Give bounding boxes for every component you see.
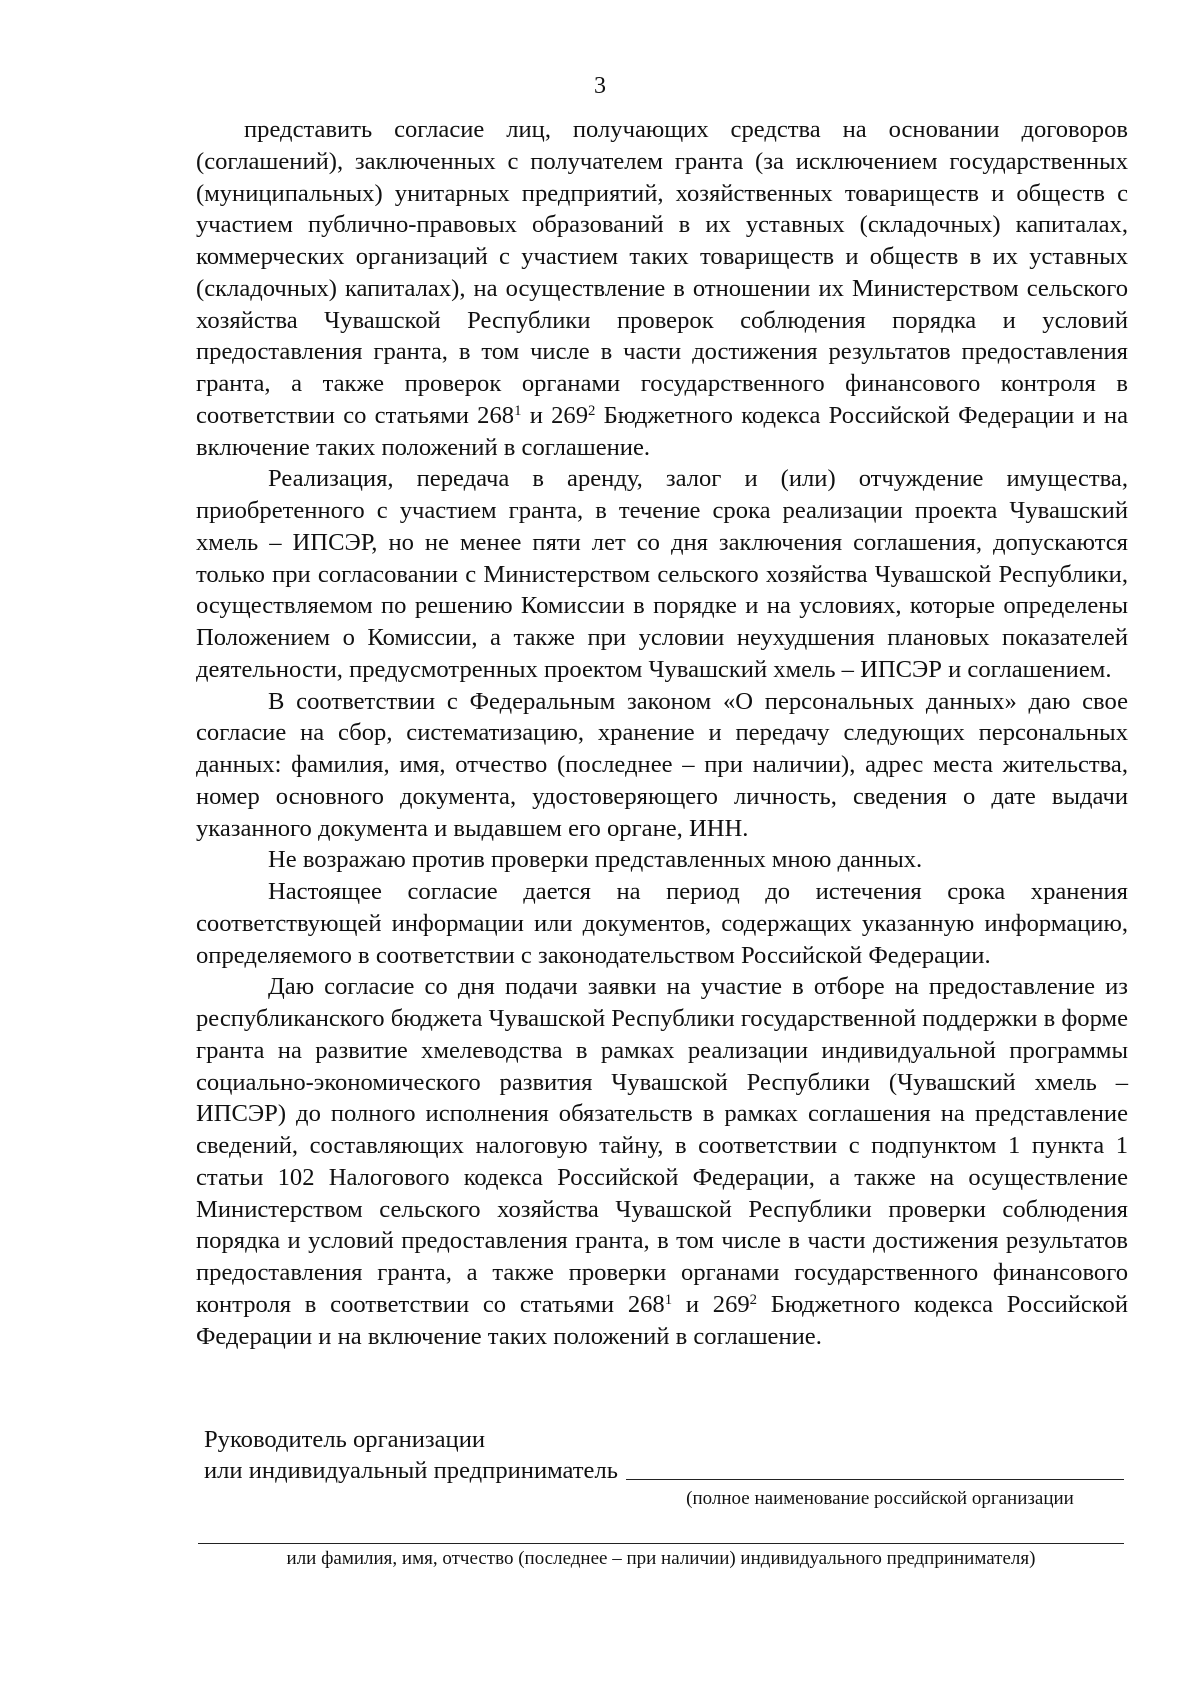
page-number: 3 bbox=[594, 73, 606, 99]
signature-full-line[interactable] bbox=[198, 1543, 1124, 1544]
document-body bbox=[196, 114, 1128, 1352]
superscript: 2 bbox=[588, 402, 596, 419]
paragraph-text: и 269 bbox=[672, 1290, 750, 1318]
signature-label-head: Руководитель организации bbox=[204, 1426, 486, 1453]
signature-caption-organization: (полное наименование российской организации bbox=[686, 1488, 1074, 1509]
paragraph-text: и 269 bbox=[521, 401, 589, 429]
paragraph-property-restrictions: Реализация, передача в аренду, залог и (или) отчуждение имущества, приобретенного с участием гранта, в течение срока реализации проекта Чувашский хмель – ИПСЭР, но не менее пяти лет со дня заключения соглашения, допускаются только при согласовании с Министерством сельского хозяйства Чувашской Республики, осуществляемом по решению Комиссии в порядке и на условиях, которые определены Положением о Комиссии, а также при условии неухудшения плановых показателей деятельности, предусмотренных проектом Чувашский хмель – ИПСЭР и соглашением. bbox=[196, 465, 1128, 683]
paragraph-text: Бюджетного кодекса Российской Федерации и на включение таких положений в соглашение. bbox=[196, 401, 1128, 461]
paragraph-text: Бюджетного кодекса Российской Федерации и на включение таких положений в соглашение. bbox=[196, 1290, 1129, 1350]
paragraph-grant-verification-consent bbox=[196, 114, 1128, 463]
paragraph-text: представить согласие лиц, получающих средства на основании договоров (соглашений), заключенных с получателем гранта (за исключением государственных (муниципальных) унитарных предприятий, хозяйственных товариществ и обществ с участием публично-правовых образований в их уставных (складочных) капиталах, коммерческих организаций с участием таких товариществ и обществ в их уставных (складочных) капиталах), на осуществление в отношении их Министерством сельского хозяйства Чувашской Республики проверок соблюдения порядка и условий предоставления гранта, в том числе в части достижения результатов предоставления гранта, а также проверок органами государственного финансового контроля в соответствии со статьями 268 bbox=[196, 116, 1128, 429]
signature-label-entrepreneur: или индивидуальный предприниматель bbox=[204, 1457, 618, 1484]
signature-row bbox=[204, 1455, 1124, 1486]
signature-caption-entrepreneur: или фамилия, имя, отчество (последнее – при наличии) индивидуального предпринимателя) bbox=[286, 1548, 1036, 1569]
superscript: 2 bbox=[749, 1291, 758, 1308]
signature-name-line[interactable] bbox=[626, 1478, 1124, 1480]
paragraph-personal-data-consent: В соответствии с Федеральным законом «О персональных данных» даю свое согласие на сбор, систематизацию, хранение и передачу следующих персональных данных: фамилия, имя, отчество (последнее – при наличии), адрес места жительства, номер основного документа, удостоверяющего личность, сведения о дате выдачи указанного документа и выдавшем его органе, ИНН. bbox=[196, 687, 1128, 842]
paragraph-no-objection: Не возражаю против проверки представленных мною данных. bbox=[268, 846, 923, 874]
paragraph-consent-period: Настоящее согласие дается на период до истечения срока хранения соответствующей информации или документов, содержащих указанную информацию, определяемого в соответствии с законодательством Российской Федерации. bbox=[196, 878, 1128, 969]
paragraph-tax-secret-consent bbox=[196, 971, 1128, 1352]
signature-block bbox=[204, 1424, 1124, 1486]
superscript: 1 bbox=[514, 402, 522, 419]
paragraph-text: Даю согласие со дня подачи заявки на участие в отборе на предоставление из республиканского бюджета Чувашской Республики государственной поддержки в форме гранта на развитие хмелеводства в рамках реализации индивидуальной программы социально-экономического развития Чувашской Республики (Чувашский хмель – ИПСЭР) до полного исполнения обязательств в рамках соглашения на представление сведений, составляющих налоговую тайну, в соответствии с подпунктом 1 пункта 1 статьи 102 Налогового кодекса Российской Федерации, а также на осуществление Министерством сельского хозяйства Чувашской Республики проверки соблюдения порядка и условий предоставления гранта, в том числе в части достижения результатов предоставления гранта, а также проверки органами государственного финансового контроля в соответствии со статьями 268 bbox=[196, 973, 1128, 1318]
superscript: 1 bbox=[664, 1291, 673, 1308]
